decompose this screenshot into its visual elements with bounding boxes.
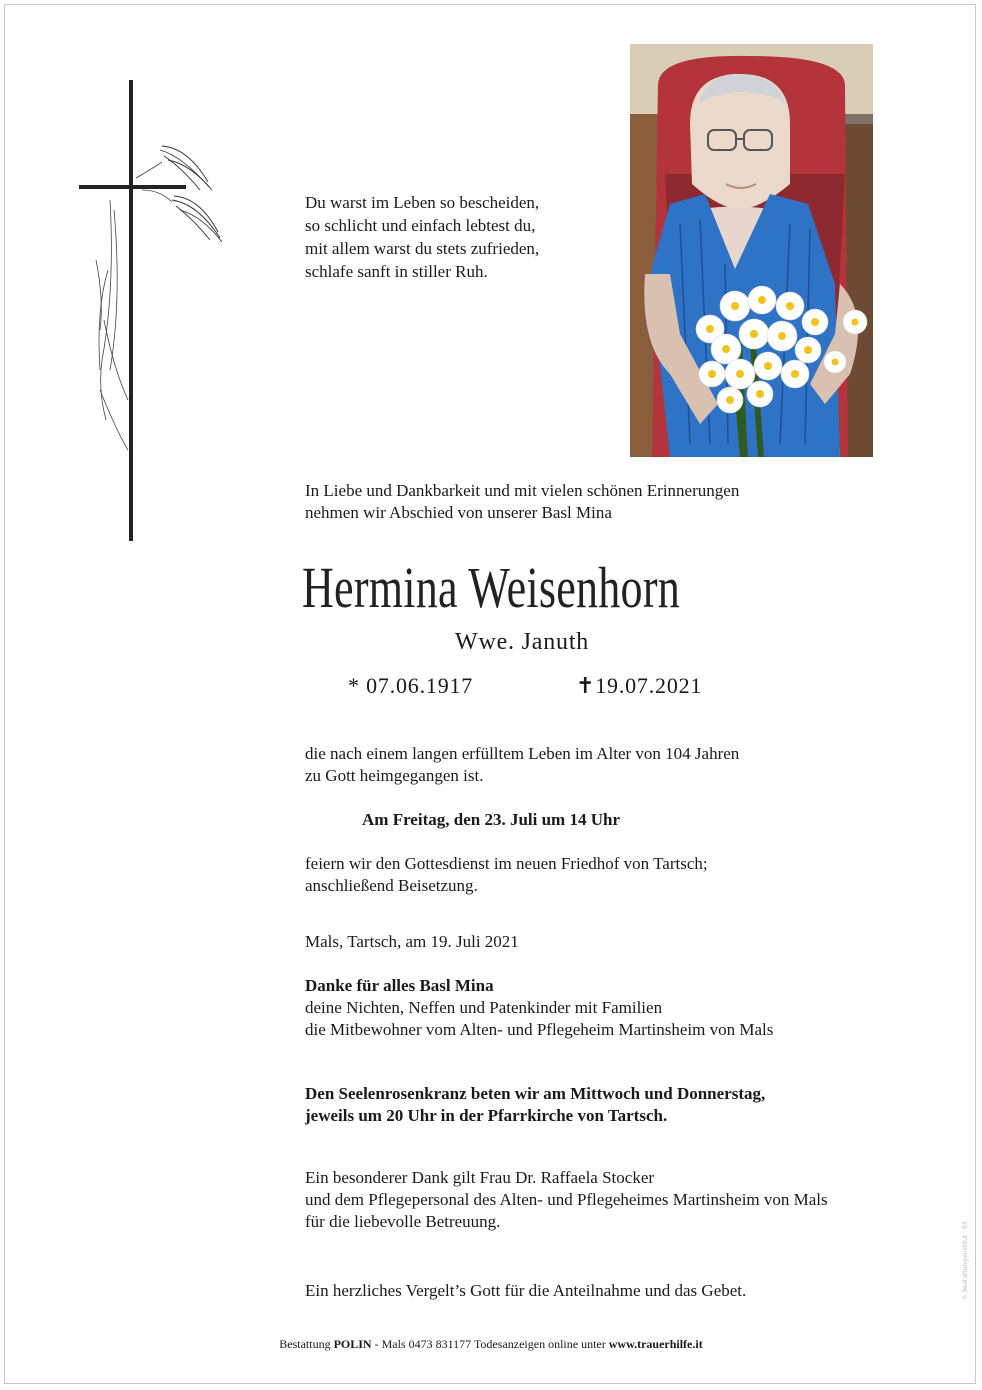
service-text: [305, 853, 708, 897]
verse-line: schlafe sanft in stiller Ruh.: [305, 262, 488, 281]
intro-line: In Liebe und Dankbarkeit und mit vielen schönen Erinnerungen: [305, 481, 740, 500]
deceased-name: Hermina Weisenhorn: [302, 555, 680, 620]
footer-middle: - Mals 0473 831177 Todesanzeigen online unter: [371, 1337, 609, 1351]
mourners-line: die Mitbewohner vom Alten- und Pflegeheim Martinsheim von Mals: [305, 1020, 774, 1039]
portrait-photo: [630, 44, 873, 457]
side-note: © Bestattungsinstitut · 03: [962, 1221, 969, 1300]
memorial-verse: [305, 191, 539, 283]
footer-company: POLIN: [333, 1337, 372, 1351]
thanks-line: für die liebevolle Betreuung.: [305, 1212, 501, 1231]
widow-name: Wwe. Januth: [455, 629, 590, 655]
passing-text: [305, 743, 739, 787]
intro-text: [305, 480, 739, 524]
life-dates: [348, 673, 703, 699]
thanks-text: [305, 1167, 828, 1233]
rosary-notice: [305, 1083, 765, 1127]
rosary-line: jeweils um 20 Uhr in der Pfarrkirche von Tartsch.: [305, 1106, 668, 1125]
service-line: feiern wir den Gottesdienst im neuen Friedhof von Tartsch;: [305, 854, 708, 873]
birth-date: * 07.06.1917: [348, 673, 474, 698]
passing-line: zu Gott heimgegangen ist.: [305, 766, 484, 785]
mourners-heading: Danke für alles Basl Mina: [305, 976, 494, 995]
thanks-line: und dem Pflegepersonal des Alten- und Pflegeheimes Martinsheim von Mals: [305, 1190, 828, 1209]
cross-icon: [70, 70, 240, 550]
service-line: anschließend Beisetzung.: [305, 876, 478, 895]
verse-line: so schlicht und einfach lebtest du,: [305, 216, 536, 235]
footer: [0, 1337, 982, 1352]
rosary-line: Den Seelenrosenkranz beten wir am Mittwoch und Donnerstag,: [305, 1084, 766, 1103]
death-date: ✝19.07.2021: [576, 673, 703, 698]
place-date: Mals, Tartsch, am 19. Juli 2021: [305, 932, 519, 951]
mourners-line: deine Nichten, Neffen und Patenkinder mit Familien: [305, 998, 663, 1017]
verse-line: Du warst im Leben so bescheiden,: [305, 193, 540, 212]
closing-text: Ein herzliches Vergelt’s Gott für die Anteilnahme und das Gebet.: [305, 1281, 747, 1300]
verse-line: mit allem warst du stets zufrieden,: [305, 239, 540, 258]
mourners: [305, 975, 773, 1041]
footer-prefix: Bestattung: [279, 1337, 334, 1351]
thanks-line: Ein besonderer Dank gilt Frau Dr. Raffaela Stocker: [305, 1168, 655, 1187]
intro-line: nehmen wir Abschied von unserer Basl Mina: [305, 503, 612, 522]
footer-website-link[interactable]: www.trauerhilfe.it: [608, 1337, 703, 1351]
service-date: Am Freitag, den 23. Juli um 14 Uhr: [362, 810, 620, 829]
passing-line: die nach einem langen erfülltem Leben im Alter von 104 Jahren: [305, 744, 740, 763]
